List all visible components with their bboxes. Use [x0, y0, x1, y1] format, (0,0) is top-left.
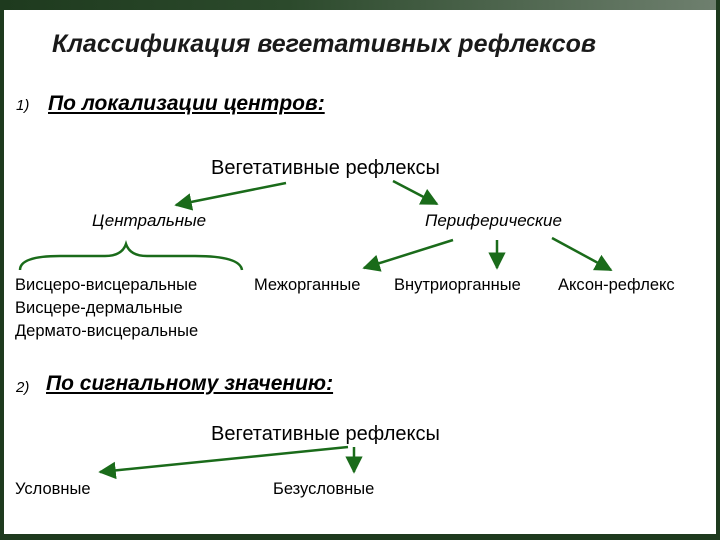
section2-root-node: Вегетативные рефлексы [211, 423, 440, 445]
arrow-to-interorgan [364, 240, 453, 268]
central-brace [20, 244, 242, 270]
section2-number: 2) [16, 379, 30, 396]
arrow-to-central [176, 183, 286, 205]
conditioned-item: Условные [15, 480, 91, 498]
central-item-1: Висцеро-висцеральные [15, 276, 198, 294]
section1-number: 1) [16, 97, 30, 114]
peripheral-node: Периферические [425, 211, 562, 230]
arrow-to-peripheral [393, 181, 437, 204]
central-node: Центральные [92, 211, 207, 230]
central-item-2: Висцере-дермальные [15, 299, 183, 317]
section2-heading: По сигнальному значению: [46, 372, 334, 395]
arrow-to-axon-reflex [552, 238, 611, 270]
peripheral-item-2: Внутриорганные [394, 276, 521, 294]
arrow-to-conditioned [100, 447, 348, 472]
peripheral-item-3: Аксон-рефлекс [558, 276, 675, 294]
section1-heading: По локализации центров: [48, 92, 325, 115]
section1-root-node: Вегетативные рефлексы [211, 157, 440, 179]
peripheral-item-1: Межорганные [254, 276, 361, 294]
slide-title: Классификация вегетативных рефлексов [52, 30, 596, 58]
central-item-3: Дермато-висцеральные [15, 322, 199, 340]
unconditioned-item: Безусловные [273, 480, 375, 498]
